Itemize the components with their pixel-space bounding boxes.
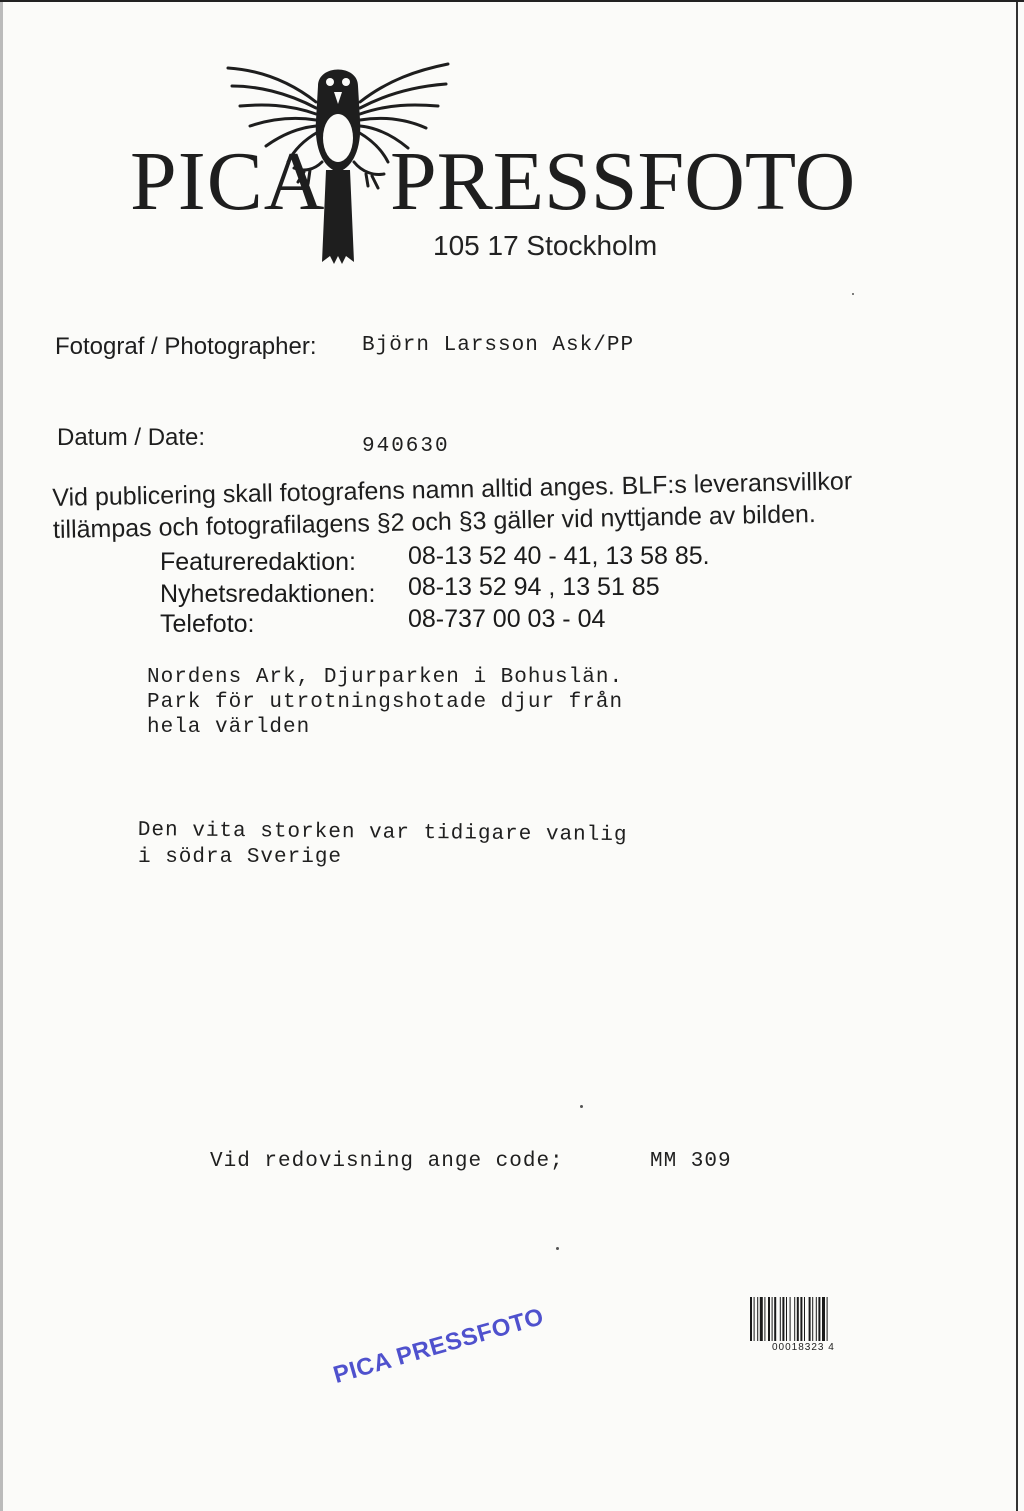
terms-line: Vid publicering skall fotografens namn alltid anges. BLF:s leveransvillkor [52,467,853,512]
terms-line: tillämpas och fotografilagens §2 och §3 gäller vid nyttjande av bilden. [52,500,817,544]
contact-value-news: 08-13 52 94 , 13 51 85 [408,573,660,601]
contact-value-feature: 08-13 52 40 - 41, 13 58 85. [408,542,710,570]
caption-line: hela världen [147,716,311,739]
paper-speck [556,1247,559,1250]
barcode-number: 00018323 4 [772,1342,835,1353]
caption-line: Den vita storken var tidigare vanlig [137,818,628,848]
paper-speck [852,293,854,295]
contact-value-telefoto: 08-737 00 03 - 04 [408,605,606,633]
credit-instruction: Vid redovisning ange code; [210,1150,564,1173]
pica-pressfoto-stamp: PICA PRESSFOTO [330,1303,547,1390]
photographer-label: Fotograf / Photographer: [55,333,317,360]
brand-name-right: PRESSFOTO [390,135,856,228]
page-left-edge [0,2,3,1511]
barcode-icon [750,1297,868,1341]
brand-name-left: PICA [130,135,326,228]
date-label: Datum / Date: [57,424,206,451]
contact-label-feature: Featureredaktion: [160,548,356,576]
caption-line: i södra Sverige [138,846,343,869]
photographer-value: Björn Larsson Ask/PP [362,334,635,357]
caption-line: Park för utrotningshotade djur från [147,691,624,714]
usage-terms [52,464,903,546]
paper-speck [580,1105,583,1108]
contact-label-news: Nyhetsredaktionen: [160,580,376,608]
page-right-edge [1016,2,1018,1511]
credit-code: MM 309 [650,1150,732,1173]
address-city: 105 17 Stockholm [433,230,658,261]
contact-label-telefoto: Telefoto: [160,610,255,638]
date-value: 940630 [362,435,450,458]
caption-line: Nordens Ark, Djurparken i Bohuslän. [147,666,624,689]
